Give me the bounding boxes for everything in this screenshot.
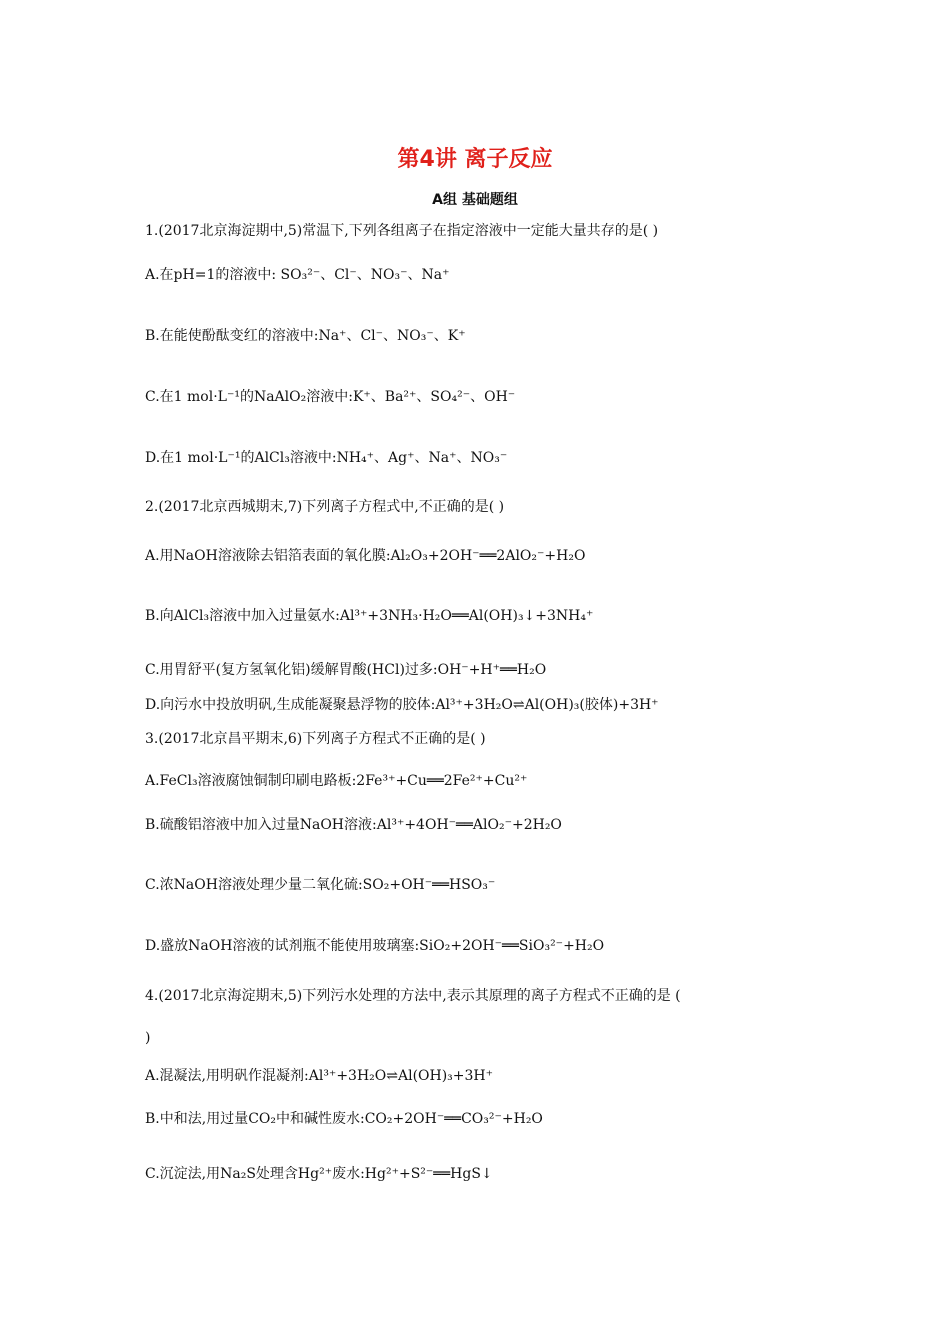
option-3c: C.浓NaOH溶液处理少量二氧化硫:SO₂+OH⁻══HSO₃⁻ — [145, 877, 496, 893]
option-1a: A.在pH=1的溶液中: SO₃²⁻、Cl⁻、NO₃⁻、Na⁺ — [145, 267, 450, 283]
question-2: 2.(2017北京西城期末,7)下列离子方程式中,不正确的是( ) — [145, 499, 505, 515]
question-4-paren: ) — [145, 1030, 151, 1046]
option-3a: A.FeCl₃溶液腐蚀铜制印刷电路板:2Fe³⁺+Cu══2Fe²⁺+Cu²⁺ — [145, 773, 528, 789]
option-4b: B.中和法,用过量CO₂中和碱性废水:CO₂+2OH⁻══CO₃²⁻+H₂O — [145, 1111, 543, 1127]
option-2c: C.用胃舒平(复方氢氧化铝)缓解胃酸(HCl)过多:OH⁻+H⁺══H₂O — [145, 662, 547, 678]
option-2b: B.向AlCl₃溶液中加入过量氨水:Al³⁺+3NH₃·H₂O══Al(OH)₃↓+3NH₄⁺ — [145, 608, 594, 624]
question-1: 1.(2017北京海淀期中,5)常温下,下列各组离子在指定溶液中一定能大量共存的是( ) — [145, 223, 659, 239]
option-4c: C.沉淀法,用Na₂S处理含Hg²⁺废水:Hg²⁺+S²⁻══HgS↓ — [145, 1166, 493, 1182]
section-heading: A组 基础题组 — [432, 192, 518, 208]
question-4: 4.(2017北京海淀期末,5)下列污水处理的方法中,表示其原理的离子方程式不正确的是 ( — [145, 988, 681, 1004]
option-1b: B.在能使酚酞变红的溶液中:Na⁺、Cl⁻、NO₃⁻、K⁺ — [145, 328, 466, 344]
option-3d: D.盛放NaOH溶液的试剂瓶不能使用玻璃塞:SiO₂+2OH⁻══SiO₃²⁻+H₂O — [145, 938, 605, 954]
option-1c: C.在1 mol·L⁻¹的NaAlO₂溶液中:K⁺、Ba²⁺、SO₄²⁻、OH⁻ — [145, 389, 516, 405]
page-title: 第4讲 离子反应 — [397, 147, 553, 172]
option-2d: D.向污水中投放明矾,生成能凝聚悬浮物的胶体:Al³⁺+3H₂O⇌Al(OH)₃(胶体)+3H⁺ — [145, 697, 659, 713]
option-2a: A.用NaOH溶液除去铝箔表面的氧化膜:Al₂O₃+2OH⁻══2AlO₂⁻+H₂O — [145, 548, 586, 564]
option-1d: D.在1 mol·L⁻¹的AlCl₃溶液中:NH₄⁺、Ag⁺、Na⁺、NO₃⁻ — [145, 450, 508, 466]
question-3: 3.(2017北京昌平期末,6)下列离子方程式不正确的是( ) — [145, 731, 486, 747]
option-4a: A.混凝法,用明矾作混凝剂:Al³⁺+3H₂O⇌Al(OH)₃+3H⁺ — [145, 1068, 494, 1084]
option-3b: B.硫酸铝溶液中加入过量NaOH溶液:Al³⁺+4OH⁻══AlO₂⁻+2H₂O — [145, 817, 562, 833]
